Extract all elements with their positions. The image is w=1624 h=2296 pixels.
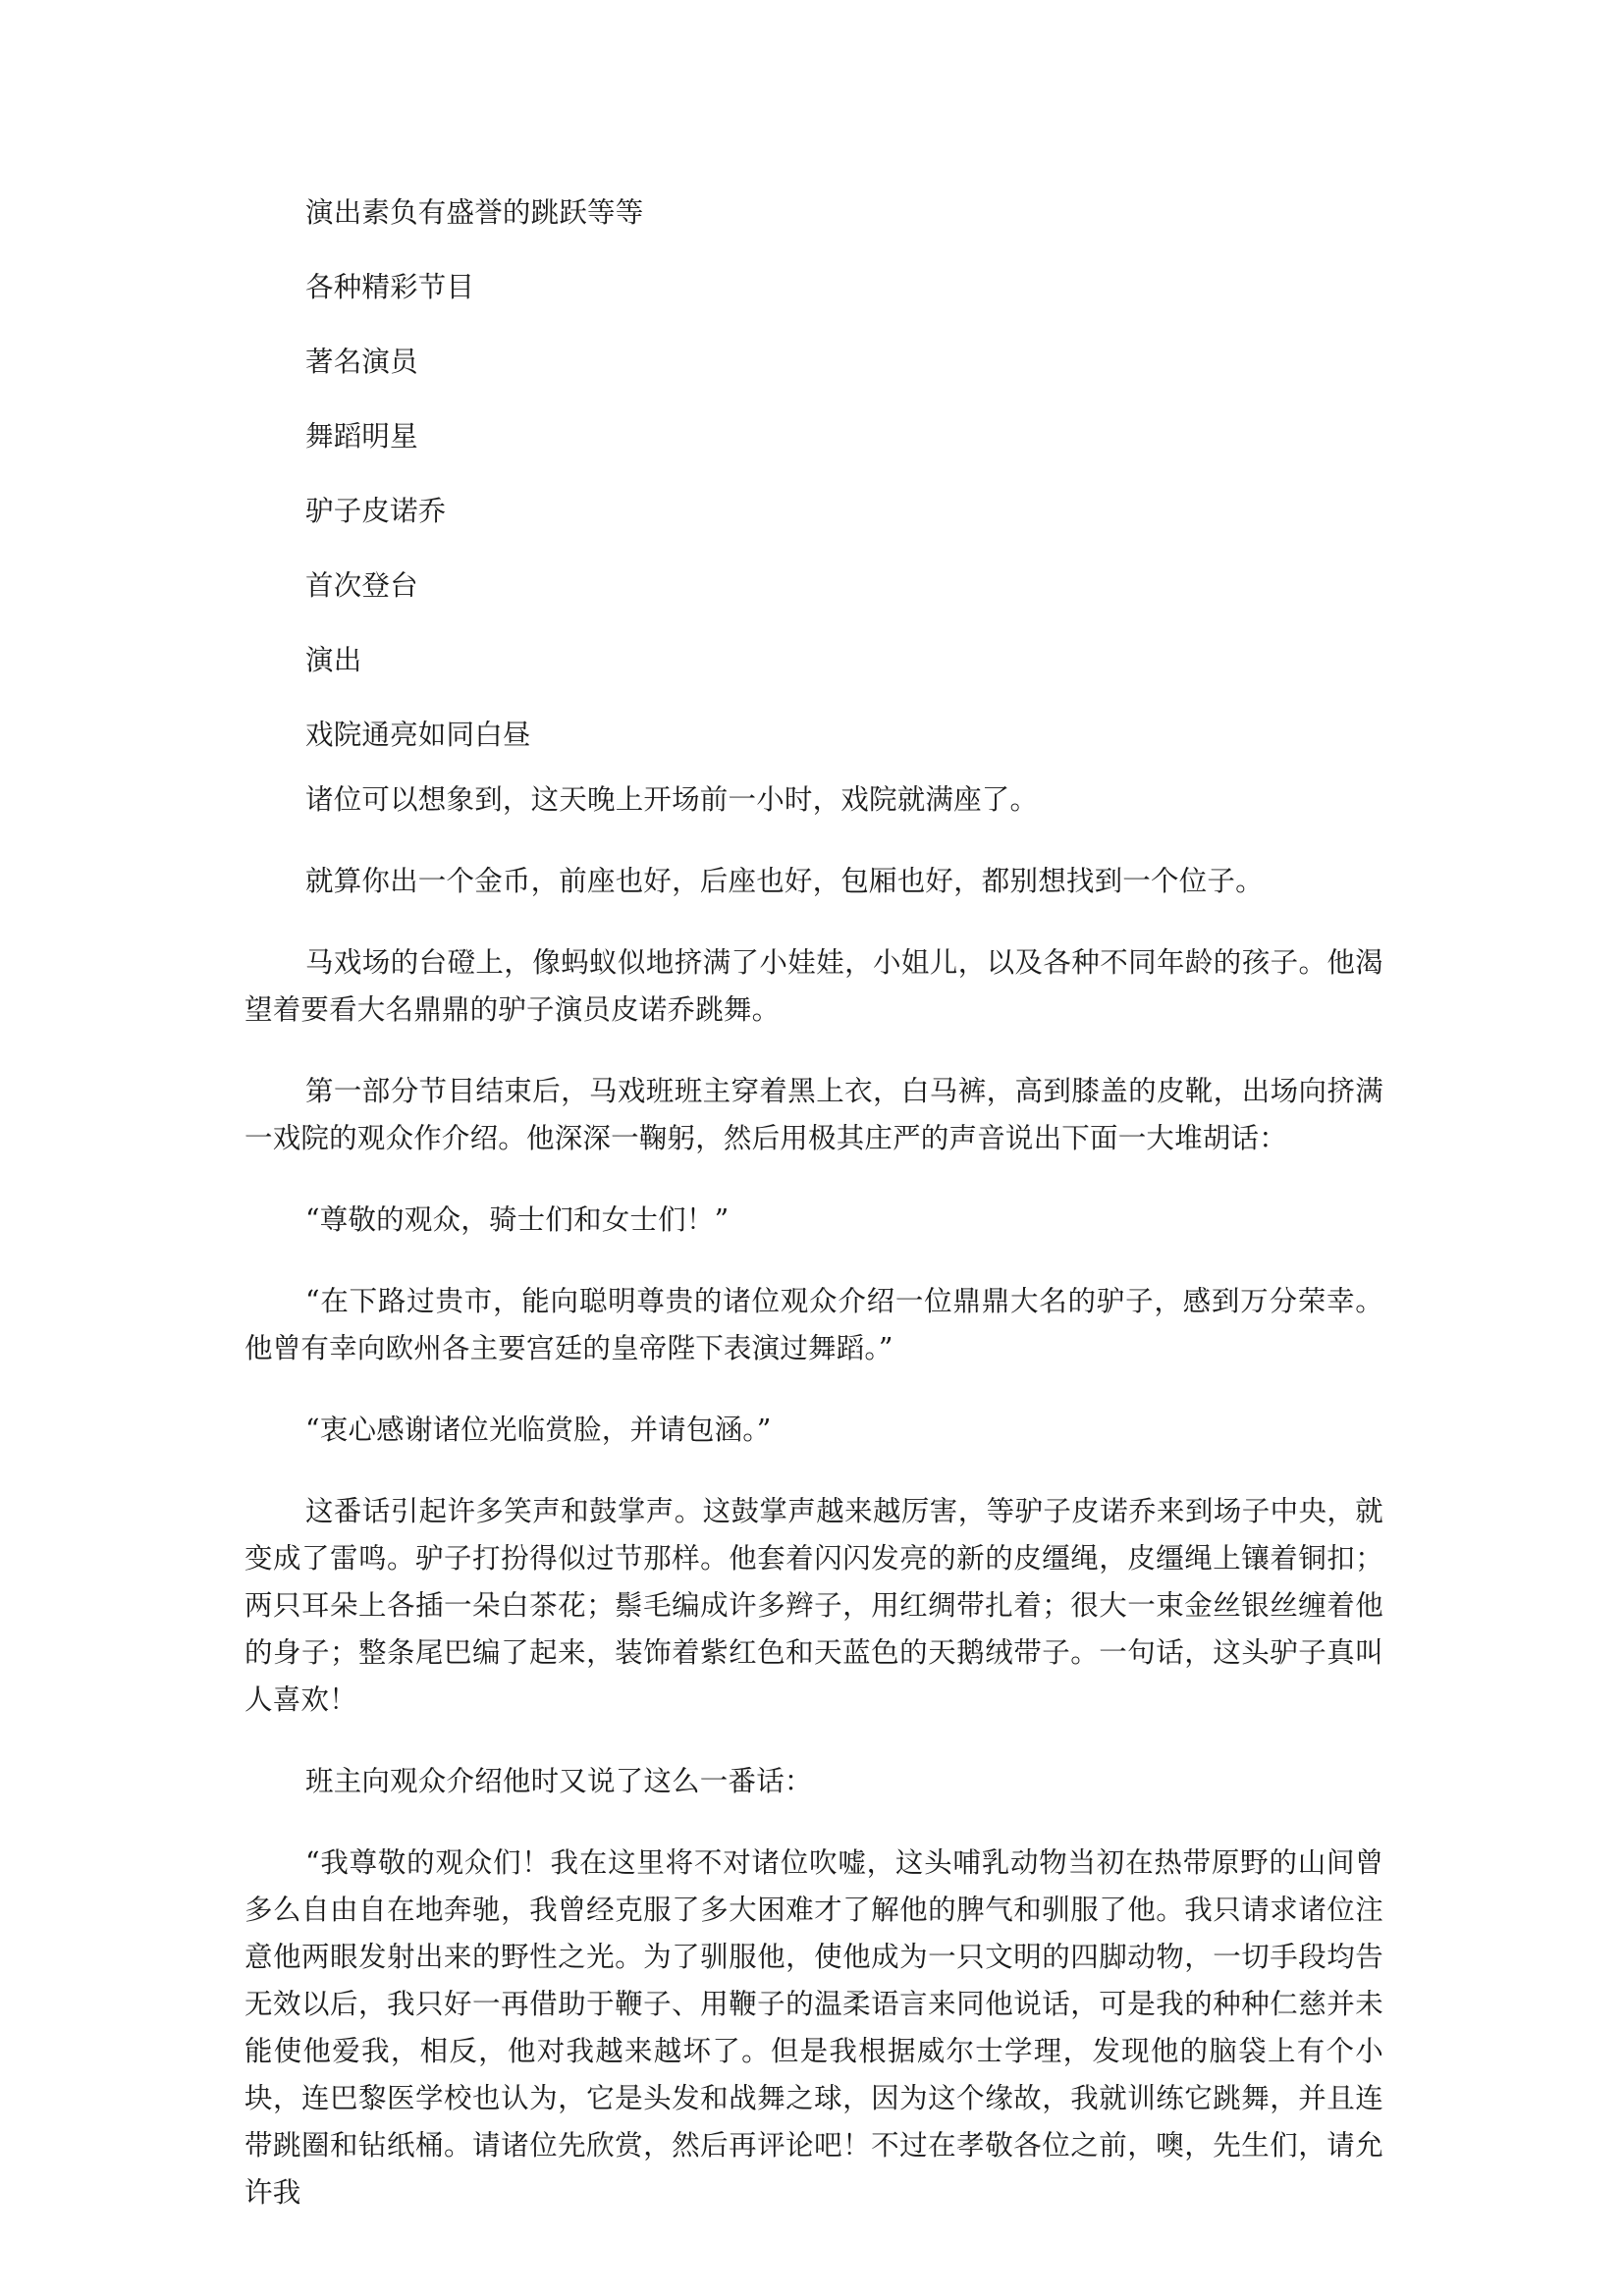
paragraph: 诸位可以想象到，这天晚上开场前一小时，戏院就满座了。 [305,783,1039,816]
text-line: 著名演员 [305,346,418,378]
text-line: 各种精彩节目 [305,271,475,303]
text-line: 首次登台 [305,569,418,602]
text-line: 演出 [305,644,362,676]
document-body [244,194,1383,2216]
text-line: 舞蹈明星 [305,420,418,453]
paragraph: 这番话引起许多笑声和鼓掌声。这鼓掌声越来越厉害，等驴子皮诺乔来到场子中央，就变成了雷鸣。驴子打扮得似过节那样。他套着闪闪发亮的新的皮缰绳，皮缰绳上镶着铜扣；两只耳朵上各插一朵白茶花；鬃毛编成许多辫子，用红绸带扎着；很大一束金丝银丝缠着他的身子；整条尾巴编了起来，装饰着紫红色和天蓝色的天鹅绒带子。一句话，这头驴子真叫人喜欢！ [244,1495,1383,1716]
paragraph: “我尊敬的观众们！我在这里将不对诸位吹嘘，这头哺乳动物当初在热带原野的山间曾多么自由自在地奔驰，我曾经克服了多大困难才了解他的脾气和驯服了他。我只请求诸位注意他两眼发射出来的野性之光。为了驯服他，使他成为一只文明的四脚动物，一切手段均告无效以后，我只好一再借助于鞭子、用鞭子的温柔语言来同他说话，可是我的种种仁慈并未能使他爱我，相反，他对我越来越坏了。但是我根据威尔士学理，发现他的脑袋上有个小块，连巴黎医学校也认为，它是头发和战舞之球，因为这个缘故，我就训练它跳舞，并且连带跳圈和钻纸桶。请诸位先欣赏，然后再评论吧！不过在孝敬各位之前，噢，先生们，请允许我 [244,1846,1383,2209]
paragraph: “在下路过贵市，能向聪明尊贵的诸位观众介绍一位鼎鼎大名的驴子，感到万分荣幸。他曾有幸向欧州各主要宫廷的皇帝陛下表演过舞蹈。” [244,1285,1383,1364]
text-line: 演出素负有盛誉的跳跃等等 [305,196,644,229]
text-line: 驴子皮诺乔 [305,495,447,527]
paragraph: “衷心感谢诸位光临赏脸，并请包涵。” [305,1414,772,1446]
paragraph: 马戏场的台磴上，像蚂蚁似地挤满了小娃娃，小姐儿，以及各种不同年龄的孩子。他渴望着要看大名鼎鼎的驴子演员皮诺乔跳舞。 [244,946,1383,1026]
text-line: 戏院通亮如同白昼 [305,719,531,751]
paragraph: 就算你出一个金币，前座也好，后座也好，包厢也好，都别想找到一个位子。 [305,865,1264,897]
paragraph: 班主向观众介绍他时又说了这么一番话： [305,1765,813,1797]
paragraph: “尊敬的观众，骑士们和女士们！” [305,1203,730,1236]
paragraph: 第一部分节目结束后，马戏班班主穿着黑上衣，白马裤，高到膝盖的皮靴，出场向挤满一戏院的观众作介绍。他深深一鞠躬，然后用极其庄严的声音说出下面一大堆胡话： [244,1075,1383,1154]
